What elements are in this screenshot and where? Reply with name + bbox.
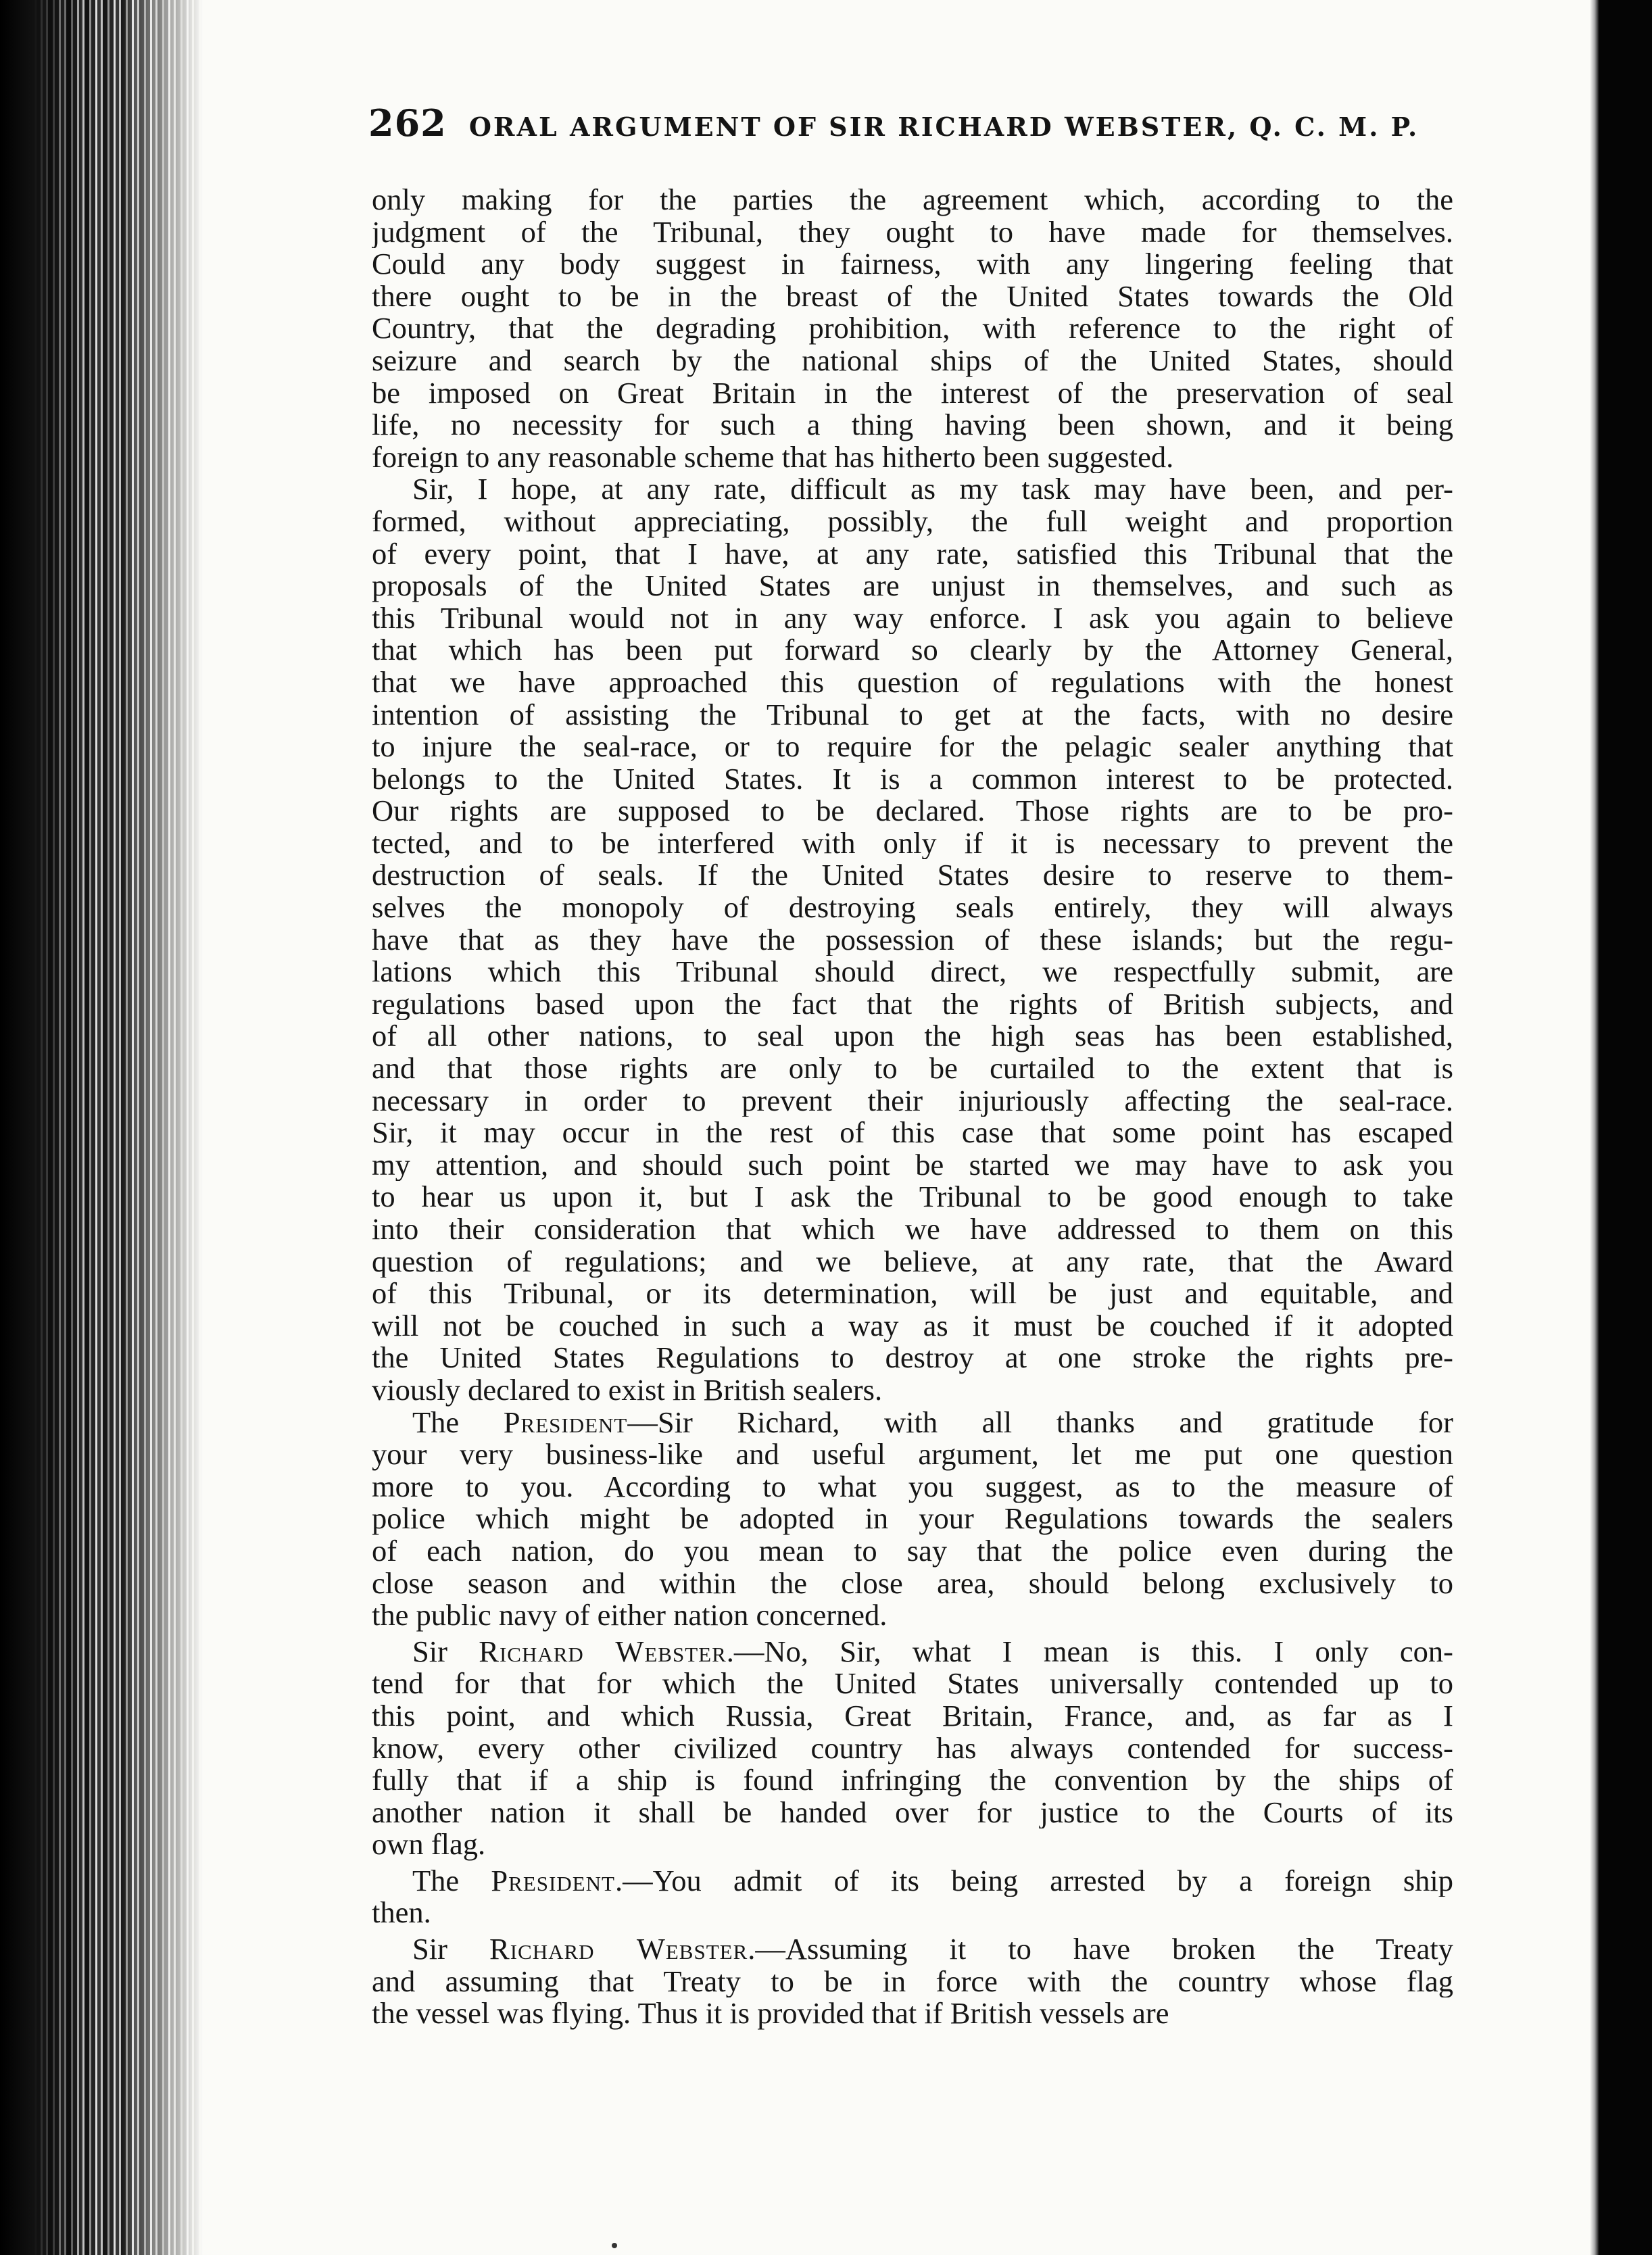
text-line: lations which this Tribunal should direct, we respectfully submit, are (372, 956, 1453, 988)
text-line: more to you. According to what you suggest, as to the measure of (372, 1470, 1453, 1503)
text-line: question of regulations; and we believe, at any rate, that the Award (372, 1245, 1453, 1278)
text-line: your very business-like and useful argument, let me put one question (372, 1438, 1453, 1471)
right-page-edge (1590, 0, 1599, 2255)
paragraph (372, 1933, 1453, 2030)
text-line: of all other nations, to seal upon the high seas has been established, (372, 1020, 1453, 1053)
text-line: Could any body suggest in fairness, with any lingering feeling that (372, 248, 1453, 281)
text-line (372, 1407, 1453, 1439)
text-line: be imposed on Great Britain in the interest of the preservation of seal (372, 377, 1453, 410)
text-line: know, every other civilized country has always contended for success- (372, 1732, 1453, 1765)
page-header (368, 101, 1450, 155)
text-line: fully that if a ship is found infringing the convention by the ships of (372, 1764, 1453, 1797)
text-line: foreign to any reasonable scheme that has hitherto been suggested. (372, 441, 1174, 474)
text-line: that we have approached this question of regulations with the honest (372, 666, 1453, 699)
text-line (372, 1636, 1453, 1668)
right-facing-page (1599, 0, 1652, 2255)
paragraph (372, 473, 1453, 1406)
text-line: of each nation, do you mean to say that the police even during the (372, 1534, 1453, 1568)
text-line: the vessel was flying. Thus it is provided that if British vessels are (372, 1997, 1169, 2030)
text-line: another nation it shall be handed over for justice to the Courts of its (372, 1796, 1453, 1829)
speaker-text: .—You admit of its being arrested by a foreign ship (615, 1864, 1453, 1897)
text-line: have that as they have the possession of these islands; but the regu- (372, 923, 1453, 956)
text-line: necessary in order to prevent their injuriously affecting the seal-race. (372, 1084, 1453, 1117)
text-line (372, 1865, 1453, 1897)
text-line: the public navy of either nation concerned. (372, 1599, 888, 1632)
text-line: intention of assisting the Tribunal to get at the facts, with no desire (372, 698, 1453, 731)
speaker-text: —Sir Richard, with all thanks and gratitude for (627, 1406, 1453, 1439)
text-line: seizure and search by the national ships of the United States, should (372, 344, 1453, 377)
text-line: only making for the parties the agreement which, according to the (372, 184, 1453, 216)
speaker-prefix: Sir (412, 1933, 490, 1966)
text-line: and that those rights are only to be curtailed to the extent that is (372, 1052, 1453, 1085)
speaker-prefix: Sir (412, 1635, 479, 1668)
text-line: this Tribunal would not in any way enforce. I ask you again to believe (372, 602, 1453, 635)
text-line: formed, without appreciating, possibly, the full weight and proportion (372, 505, 1453, 538)
text-line: the United States Regulations to destroy at one stroke the rights pre- (372, 1342, 1453, 1374)
speaker-name: Richard Webster (479, 1635, 727, 1668)
text-line: selves the monopoly of destroying seals entirely, they will always (372, 892, 1453, 924)
speaker-prefix: The (412, 1864, 491, 1897)
text-line: into their consideration that which we have addressed to them on this (372, 1213, 1453, 1246)
speaker-name: President (503, 1406, 628, 1439)
text-line: police which might be adopted in your Regulations towards the sealers (372, 1503, 1453, 1535)
text-line: Country, that the degrading prohibition, with reference to the right of (372, 312, 1453, 345)
text-line: belongs to the United States. It is a common interest to be protected. (372, 762, 1453, 796)
text-line: Sir, it may occur in the rest of this case that some point has escaped (372, 1117, 1453, 1149)
text-line: my attention, and should such point be started we may have to ask you (372, 1148, 1453, 1182)
page-number: 262 (368, 101, 447, 145)
paragraph (372, 1407, 1453, 1632)
text-line: this point, and which Russia, Great Britain, France, and, as far as I (372, 1699, 1453, 1732)
speaker-prefix: The (412, 1406, 504, 1439)
scan-speck (612, 2243, 617, 2248)
text-line: regulations based upon the fact that the rights of British subjects, and (372, 988, 1453, 1021)
paragraph (372, 1636, 1453, 1861)
speaker-name: President (491, 1864, 615, 1897)
text-line: viously declared to exist in British sealers. (372, 1374, 883, 1407)
text-line: to injure the seal-race, or to require for the pelagic sealer anything that (372, 731, 1453, 763)
text-line: that which has been put forward so clearly by the Attorney General, (372, 634, 1453, 666)
text-line: and assuming that Treaty to be in force with the country whose flag (372, 1965, 1453, 1998)
text-line: own flag. (372, 1828, 486, 1861)
text-line: Sir, I hope, at any rate, difficult as my task may have been, and per- (412, 473, 1453, 506)
text-line: life, no necessity for such a thing having been shown, and it being (372, 409, 1453, 441)
text-line: then. (372, 1897, 431, 1930)
text-line: Our rights are supposed to be declared. Those rights are to be pro- (372, 795, 1453, 827)
text-line: tected, and to be interfered with only if it is necessary to prevent the (372, 827, 1453, 860)
text-line: will not be couched in such a way as it must be couched if it adopted (372, 1309, 1453, 1342)
text-line: of this Tribunal, or its determination, will be just and equitable, and (372, 1278, 1453, 1310)
paragraph (372, 184, 1453, 473)
left-binding-shadow (0, 0, 81, 2255)
speaker-text: .—Assuming it to have broken the Treaty (748, 1933, 1453, 1966)
text-line: proposals of the United States are unjust in themselves, and such as (372, 570, 1453, 602)
text-line: to hear us upon it, but I ask the Tribunal to be good enough to take (372, 1181, 1453, 1213)
speaker-text: .—No, Sir, what I mean is this. I only con- (726, 1635, 1453, 1668)
running-head: ORAL ARGUMENT OF SIR RICHARD WEBSTER, Q. C. M. P. (468, 112, 1419, 142)
text-line: judgment of the Tribunal, they ought to have made for themselves. (372, 216, 1453, 249)
text-line: there ought to be in the breast of the United States towards the Old (372, 280, 1453, 313)
text-line: of every point, that I have, at any rate, satisfied this Tribunal that the (372, 537, 1453, 571)
paragraph (372, 1865, 1453, 1929)
body-text (372, 184, 1453, 2030)
speaker-name: Richard Webster (489, 1933, 748, 1966)
text-line (372, 1933, 1453, 1966)
text-line: close season and within the close area, should belong exclusively to (372, 1567, 1453, 1600)
text-line: destruction of seals. If the United States desire to reserve to them- (372, 859, 1453, 892)
text-line: tend for that for which the United States universally contended up to (372, 1668, 1453, 1700)
